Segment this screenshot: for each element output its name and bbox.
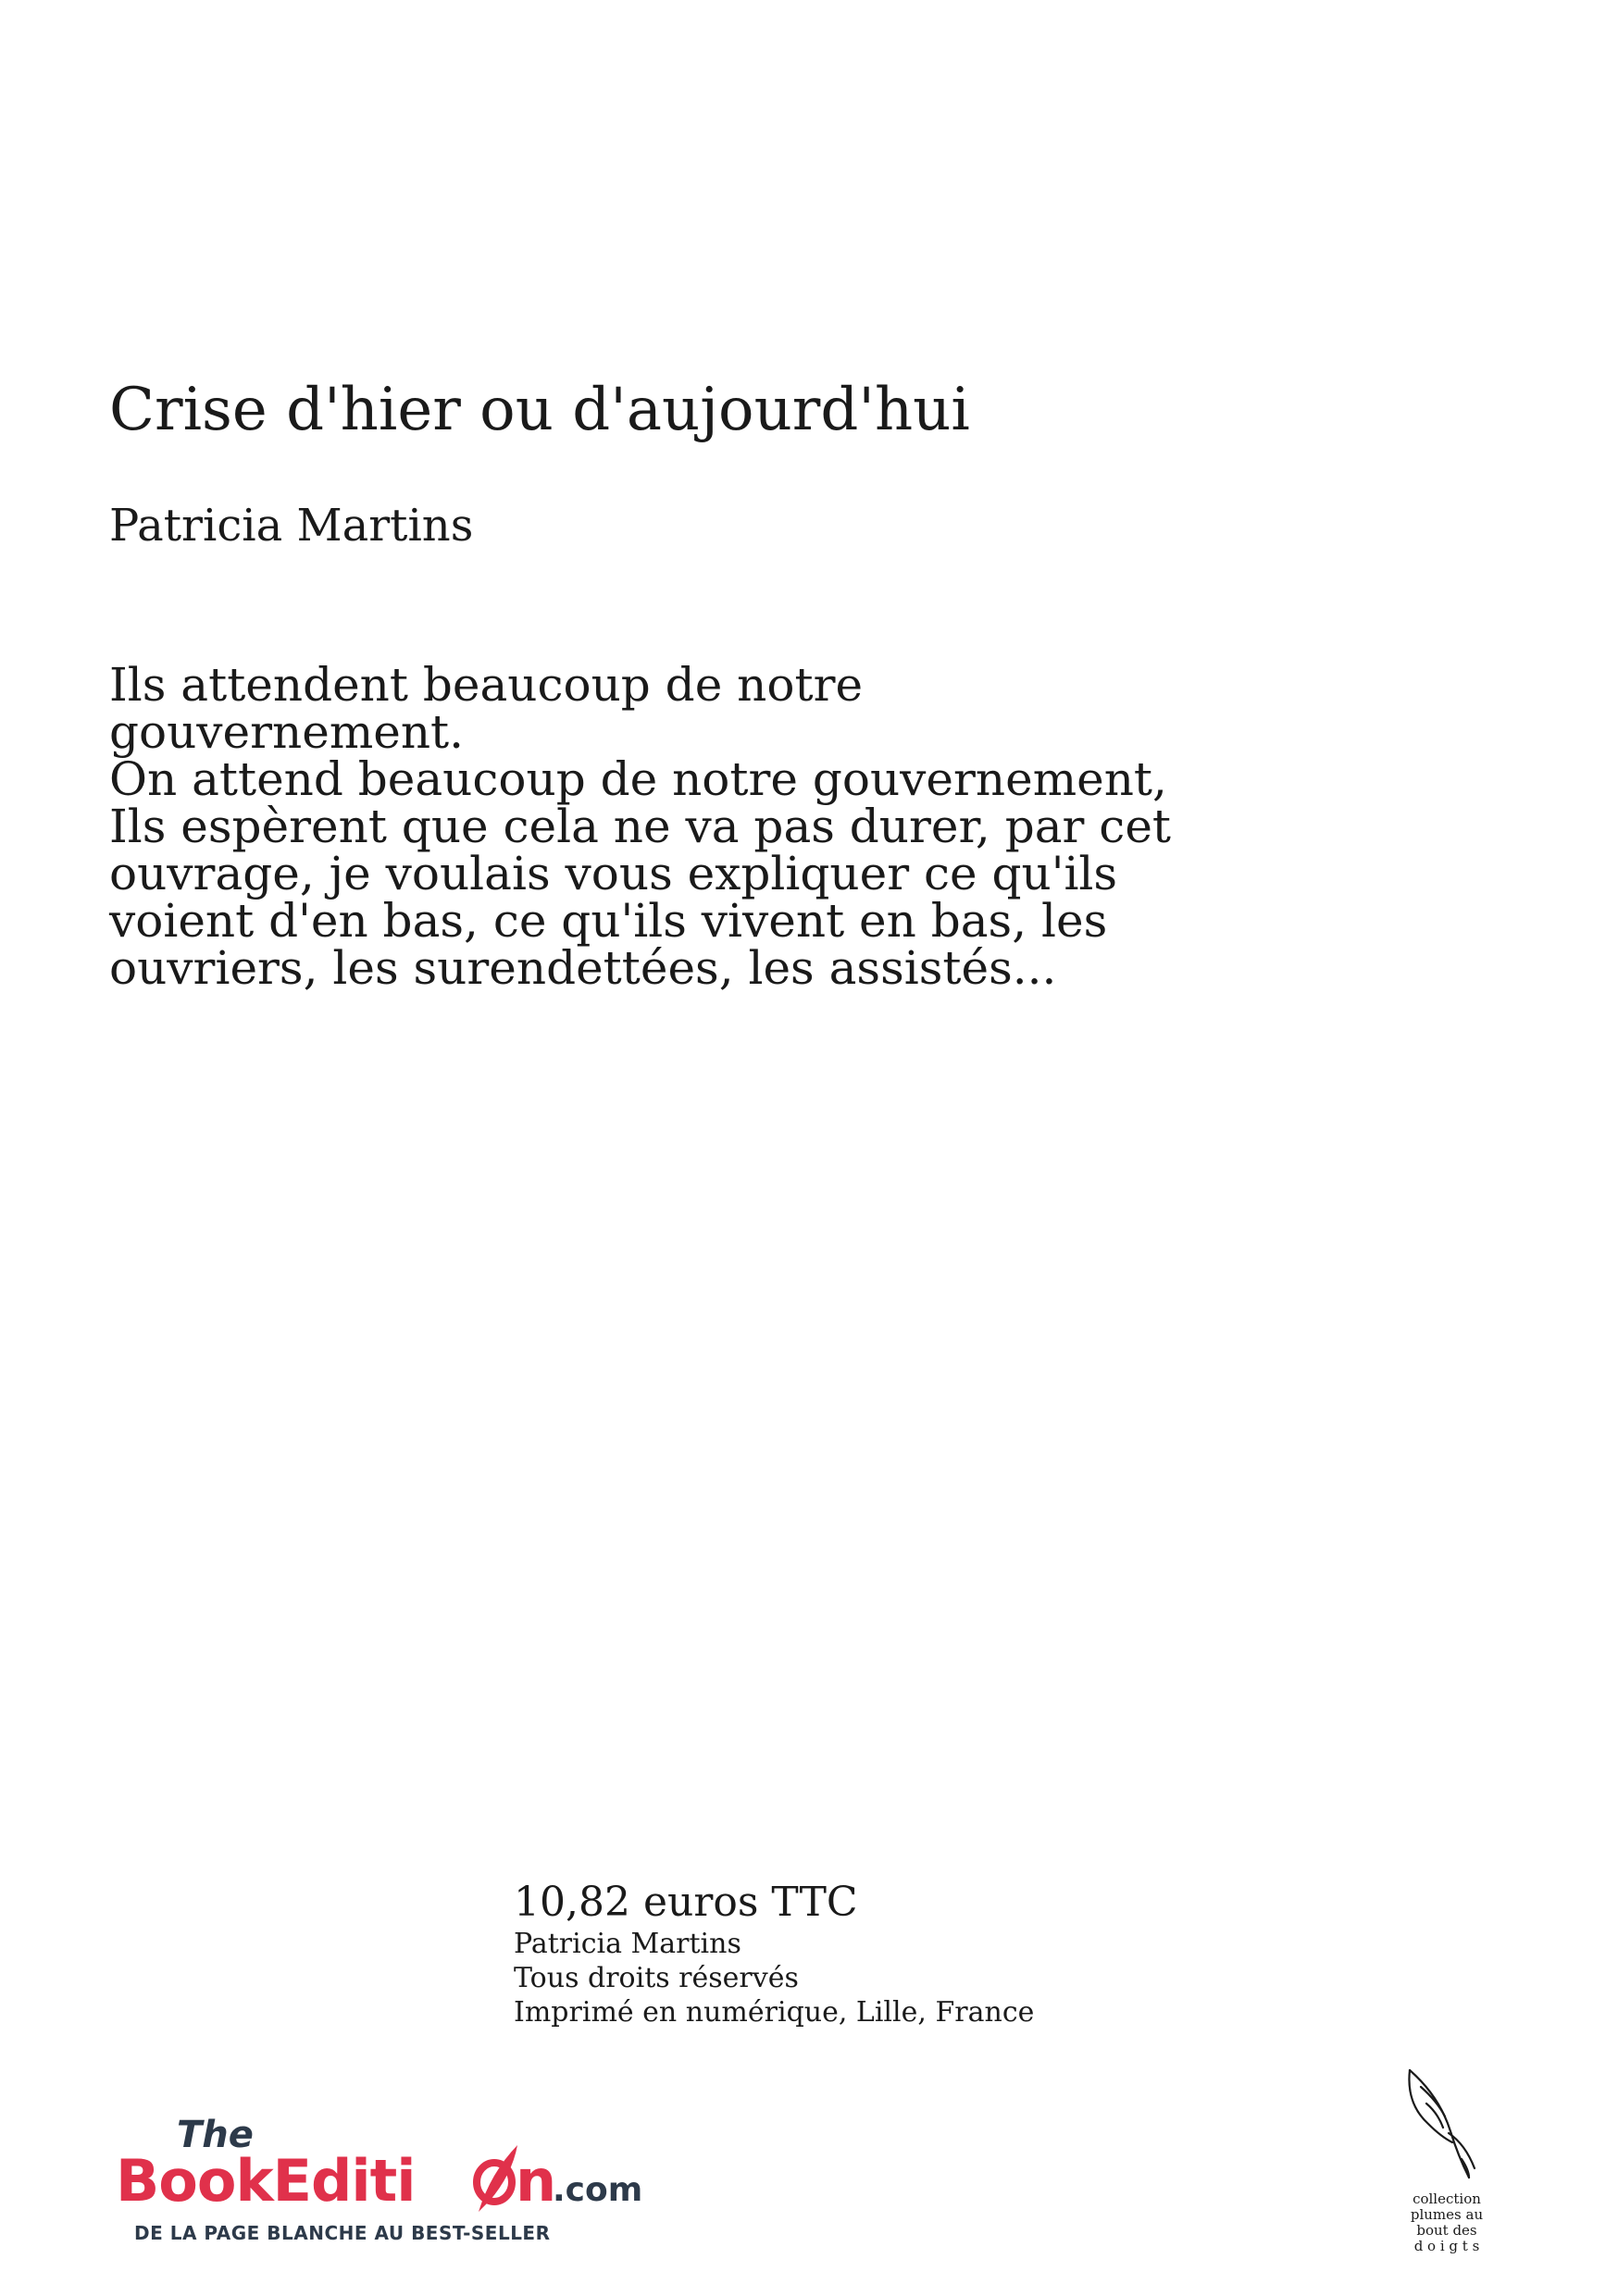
- publisher-logo: [116, 2108, 671, 2247]
- blurb-line: ouvriers, les surendettées, les assistés...: [109, 941, 1057, 995]
- logo-n: n: [516, 2147, 557, 2215]
- collection-line: plumes au: [1410, 2206, 1484, 2223]
- printing-notice: Imprimé en numérique, Lille, France: [514, 1996, 1035, 2029]
- logo-tagline: DE LA PAGE BLANCHE AU BEST-SELLER: [134, 2222, 551, 2244]
- collection-line: collection: [1413, 2191, 1481, 2207]
- collection-mark-graphic: [1384, 2059, 1504, 2263]
- collection-mark: [1384, 2059, 1504, 2263]
- price: 10,82 euros TTC: [514, 1879, 858, 1926]
- blurb-line: voient d'en bas, ce qu'ils vivent en bas, les: [109, 894, 1108, 948]
- logo-dotcom: .com: [553, 2171, 643, 2209]
- logo-bookedition: BookEditi: [116, 2147, 416, 2215]
- logo-the: The: [177, 2114, 254, 2156]
- blurb-line: Ils attendent beaucoup de notre: [109, 658, 864, 712]
- blurb-line: On attend beaucoup de notre gouvernement,: [109, 752, 1167, 806]
- book-author: Patricia Martins: [109, 500, 474, 552]
- rights-notice: Tous droits réservés: [514, 1962, 799, 1994]
- feather-icon: [477, 2145, 517, 2212]
- quill-icon: [1409, 2070, 1475, 2178]
- colophon-author: Patricia Martins: [514, 1928, 741, 1960]
- book-blurb: [109, 658, 1313, 995]
- book-title: Crise d'hier ou d'aujourd'hui: [109, 376, 970, 444]
- blurb-line: ouvrage, je voulais vous expliquer ce qu'ils: [109, 847, 1118, 900]
- blurb-line: gouvernement.: [109, 705, 465, 759]
- colophon: [514, 1879, 1162, 2029]
- publisher-logo-graphic: [116, 2108, 671, 2247]
- collection-line: bout des: [1416, 2222, 1477, 2239]
- collection-line: d o i g t s: [1413, 2238, 1480, 2254]
- blurb-line: Ils espèrent que cela ne va pas durer, par cet: [109, 800, 1171, 853]
